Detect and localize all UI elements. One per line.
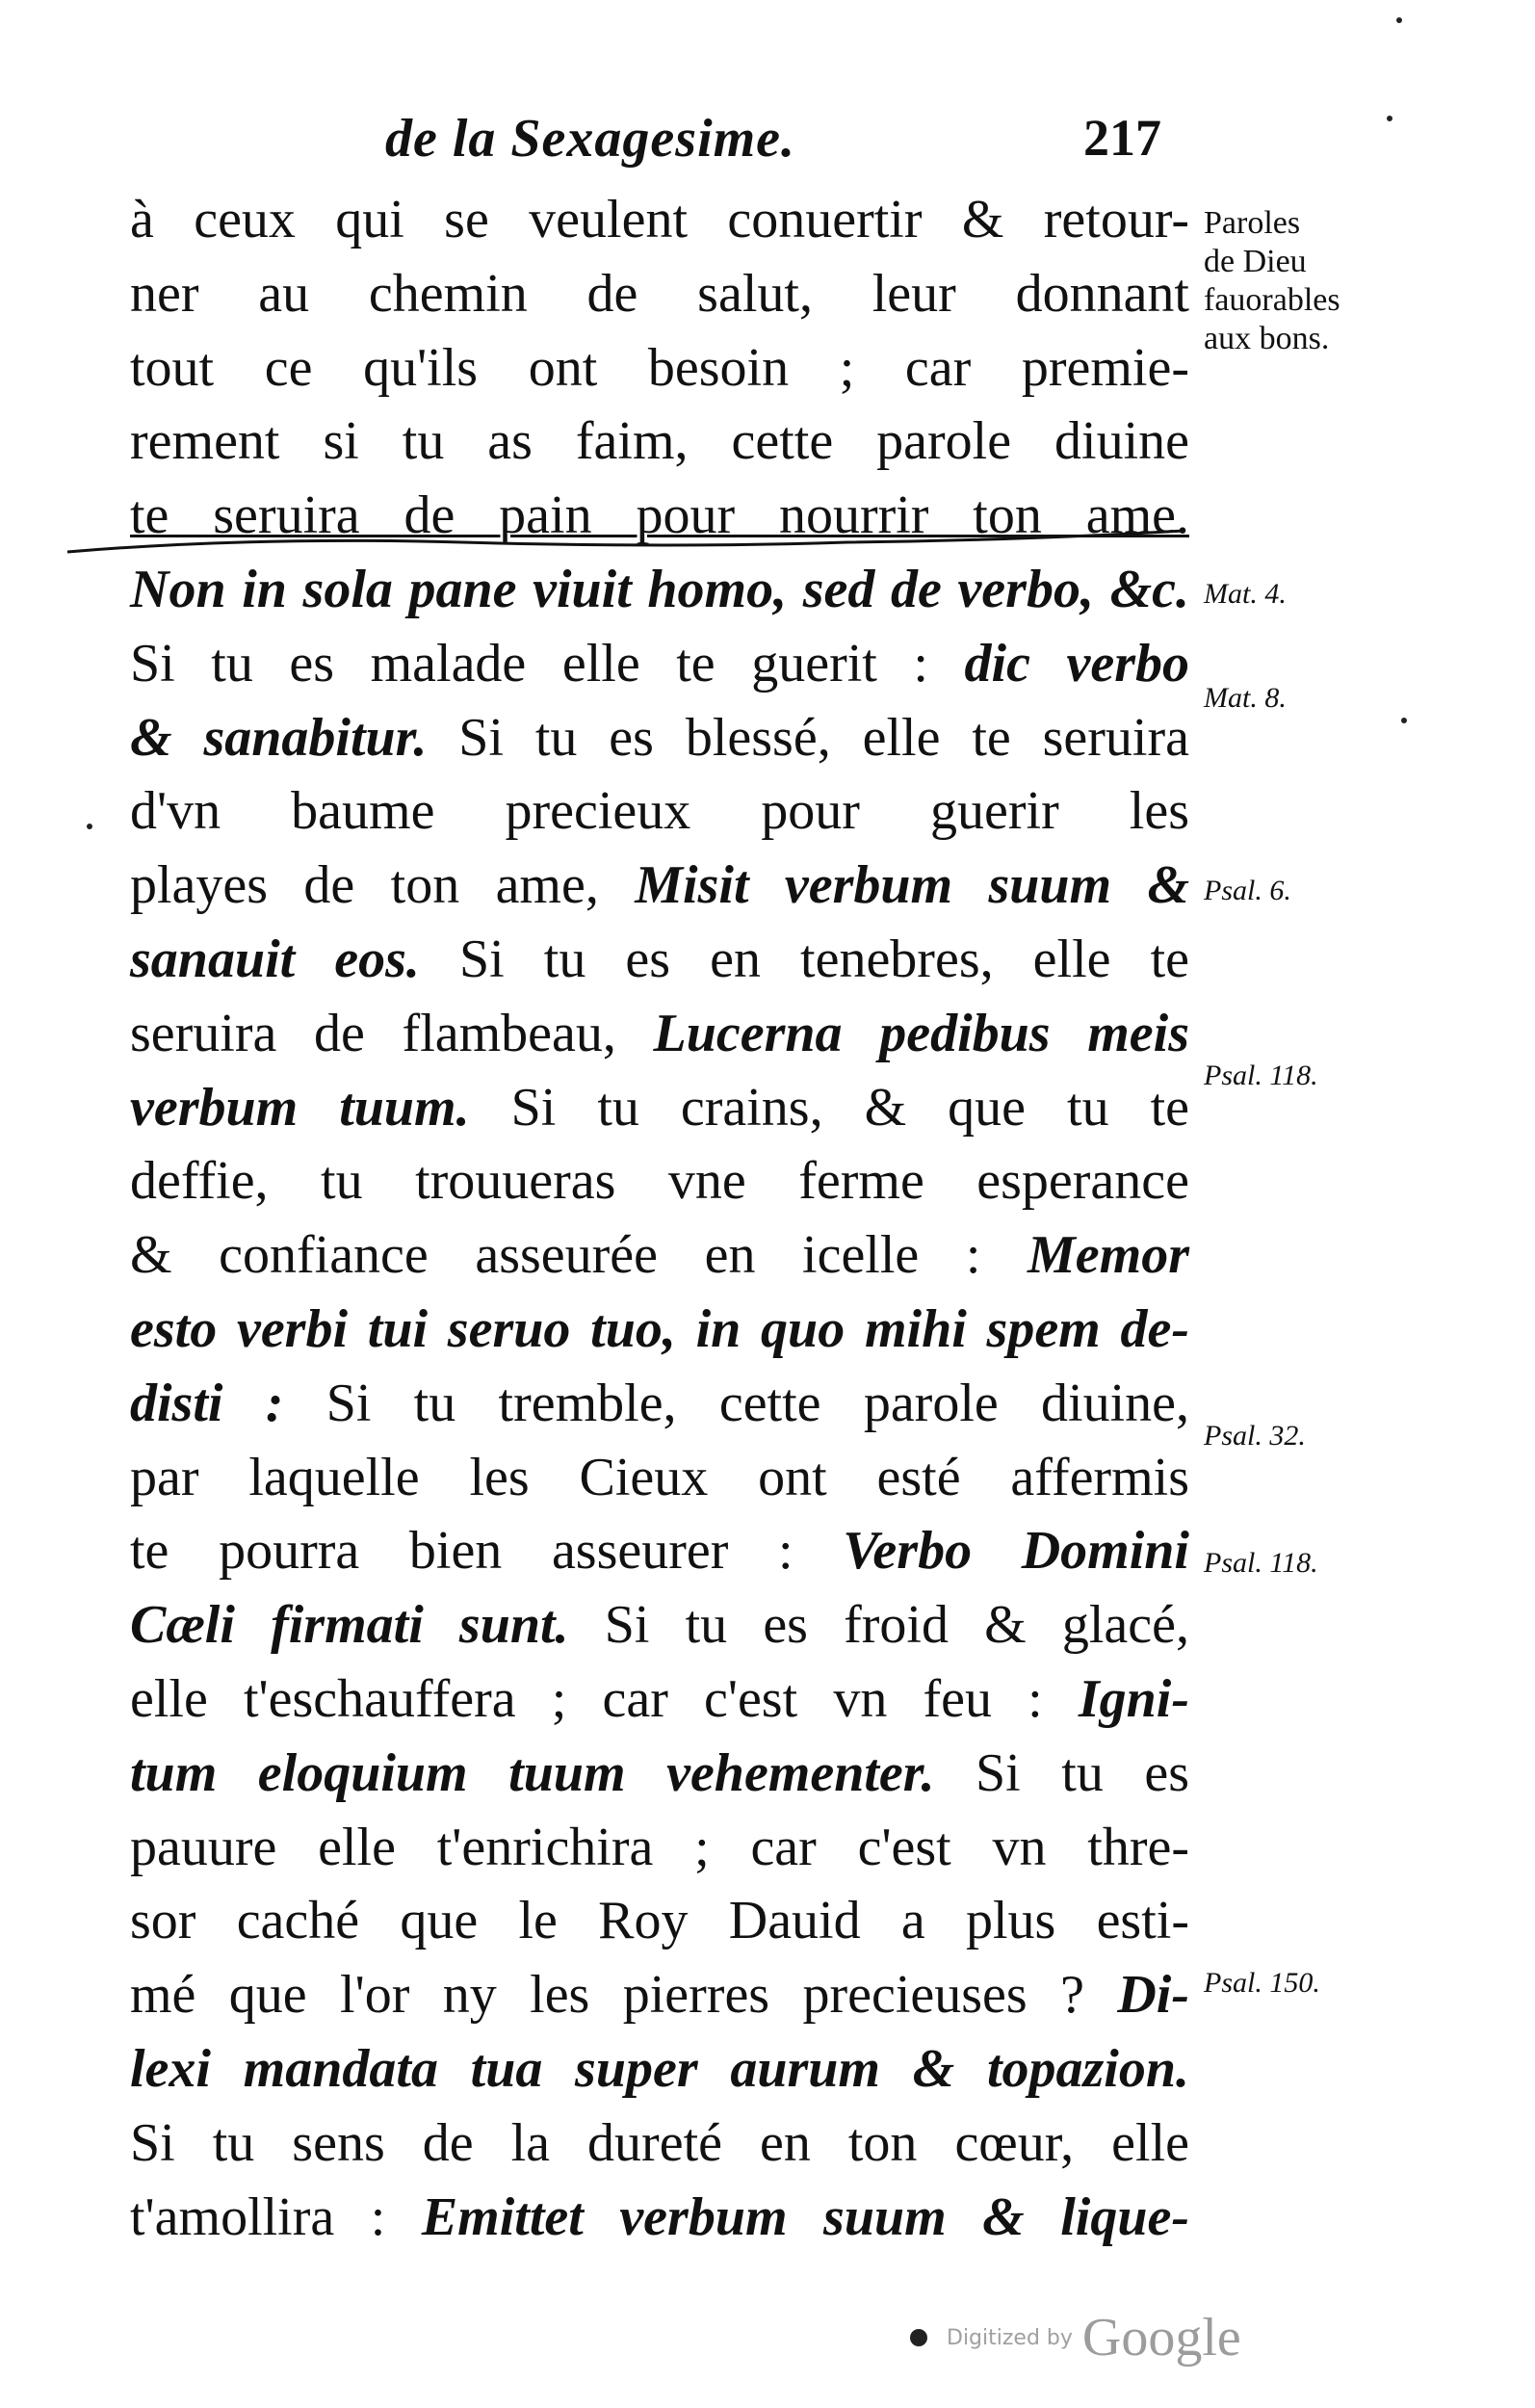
text-segment: Si tu es malade elle te guerit : <box>130 633 965 694</box>
text-segment: Si tu tremble, cette parole diuine, <box>283 1373 1189 1433</box>
page-number: 217 <box>1083 109 1161 167</box>
text-segment: à ceux qui se veulent conuertir & retour- <box>130 190 1189 249</box>
ink-speck <box>1401 718 1407 723</box>
latin-quotation: dic verbo <box>964 633 1189 694</box>
margin-topic-line: de Dieu <box>1204 244 1307 279</box>
text-line <box>130 2107 1189 2181</box>
text-line <box>130 2181 1189 2255</box>
text-segment: deffie, tu trouueras vne ferme esperance <box>130 1151 1189 1212</box>
text-line <box>130 257 1189 331</box>
margin-topic-note <box>1204 204 1340 358</box>
latin-quotation: & sanabitur. <box>130 707 428 768</box>
margin-ref-mat8: Mat. 8. <box>1204 682 1287 714</box>
latin-quotation: Memor <box>1028 1225 1189 1286</box>
text-line <box>130 1144 1189 1218</box>
margin-ref-mat4: Mat. 4. <box>1204 578 1287 610</box>
text-line <box>130 1662 1189 1737</box>
latin-quotation: Igni- <box>1078 1668 1189 1729</box>
text-line <box>130 627 1189 701</box>
text-line <box>130 183 1189 257</box>
text-line <box>130 774 1189 849</box>
latin-quotation: Non in sola pane viuit homo, sed de verbo, &c. <box>130 559 1189 619</box>
text-segment: par laquelle les Cieux ont esté affermis <box>130 1447 1189 1507</box>
watermark-prefix: Digitized by <box>947 2325 1073 2350</box>
margin-topic-line: Paroles <box>1204 205 1301 241</box>
text-segment: & confiance asseurée en icelle : <box>130 1225 1028 1286</box>
latin-quotation: Cæli firmati sunt. <box>130 1595 569 1656</box>
latin-quotation: disti : <box>130 1373 284 1433</box>
text-segment: t'amollira : <box>130 2186 422 2247</box>
text-line <box>130 923 1189 997</box>
text-line <box>130 2032 1189 2107</box>
text-segment: Si tu es blessé, elle te seruira <box>427 707 1189 768</box>
latin-quotation: Misit verbum suum & <box>635 855 1190 916</box>
margin-topic-line: fauorables <box>1204 282 1340 318</box>
latin-quotation: sanauit eos. <box>130 929 420 989</box>
text-segment: tout ce qu'ils ont besoin ; car premie- <box>130 337 1189 398</box>
running-head: de la Sexagesime. <box>385 109 796 169</box>
text-line <box>130 1737 1189 1811</box>
text-line <box>130 701 1189 775</box>
watermark-brand: Google <box>1081 2308 1241 2368</box>
margin-ref-psal118-b: Psal. 118. <box>1204 1547 1318 1579</box>
text-segment: Si tu sens de la dureté en ton cœur, elle <box>130 2112 1189 2173</box>
text-line <box>130 553 1189 627</box>
text-segment: d'vn baume precieux pour guerir les <box>130 781 1189 842</box>
text-segment: te pourra bien asseurer : <box>130 1521 844 1582</box>
text-line <box>130 1218 1189 1293</box>
text-line <box>130 405 1189 479</box>
text-line <box>130 1367 1189 1441</box>
text-segment: playes de ton ame, <box>130 855 636 916</box>
text-line <box>130 1514 1189 1588</box>
text-segment: pauure elle t'enrichira ; car c'est vn thre- <box>130 1817 1189 1877</box>
latin-quotation: lexi mandata tua super aurum & topazion. <box>130 2038 1189 2099</box>
latin-quotation: Emittet verbum suum & lique- <box>421 2186 1189 2247</box>
text-segment: Si tu es <box>934 1742 1189 1803</box>
margin-ref-psal6: Psal. 6. <box>1204 875 1291 906</box>
text-line <box>130 1071 1189 1145</box>
text-segment: sor caché que le Roy Dauid a plus esti- <box>130 1891 1189 1951</box>
margin-ref-psal150: Psal. 150. <box>1204 1967 1320 1999</box>
latin-quotation: Verbo Domini <box>843 1521 1189 1582</box>
text-line <box>130 997 1189 1071</box>
text-segment: Si tu es en tenebres, elle te <box>419 929 1189 989</box>
latin-quotation: verbum tuum. <box>130 1077 470 1138</box>
margin-topic-line: aux bons. <box>1204 321 1330 356</box>
text-segment: Si tu crains, & que tu te <box>469 1077 1189 1138</box>
latin-quotation: Di- <box>1117 1965 1189 2026</box>
ink-speck <box>87 824 92 829</box>
text-line <box>130 479 1189 553</box>
latin-quotation: tum eloquium tuum vehementer. <box>130 1742 935 1803</box>
text-segment: te seruira de pain pour nourrir ton ame. <box>130 485 1189 546</box>
text-line <box>130 1958 1189 2032</box>
text-line <box>130 1588 1189 1662</box>
digitized-watermark <box>910 2307 1241 2369</box>
text-line <box>130 1811 1189 1885</box>
margin-ref-psal118-a: Psal. 118. <box>1204 1060 1318 1091</box>
text-segment: seruira de flambeau, <box>130 1003 654 1063</box>
text-line <box>130 849 1189 923</box>
text-segment: Si tu es froid & glacé, <box>568 1595 1189 1656</box>
text-segment: rement si tu as faim, cette parole diuine <box>130 411 1189 472</box>
text-segment: ner au chemin de salut, leur donnant <box>130 263 1189 324</box>
body-text <box>130 183 1189 2254</box>
ink-speck <box>1387 116 1392 121</box>
ink-blot-icon <box>910 2329 927 2346</box>
ink-speck <box>1396 17 1402 23</box>
text-line <box>130 1441 1189 1515</box>
margin-ref-psal32: Psal. 32. <box>1204 1420 1306 1452</box>
text-line <box>130 1884 1189 1958</box>
text-line <box>130 331 1189 406</box>
text-segment: elle t'eschauffera ; car c'est vn feu : <box>130 1668 1079 1729</box>
text-line <box>130 1293 1189 1367</box>
latin-quotation: esto verbi tui seruo tuo, in quo mihi spem de- <box>130 1298 1189 1359</box>
text-segment: mé que l'or ny les pierres precieuses ? <box>130 1965 1118 2026</box>
latin-quotation: Lucerna pedibus meis <box>653 1003 1189 1063</box>
